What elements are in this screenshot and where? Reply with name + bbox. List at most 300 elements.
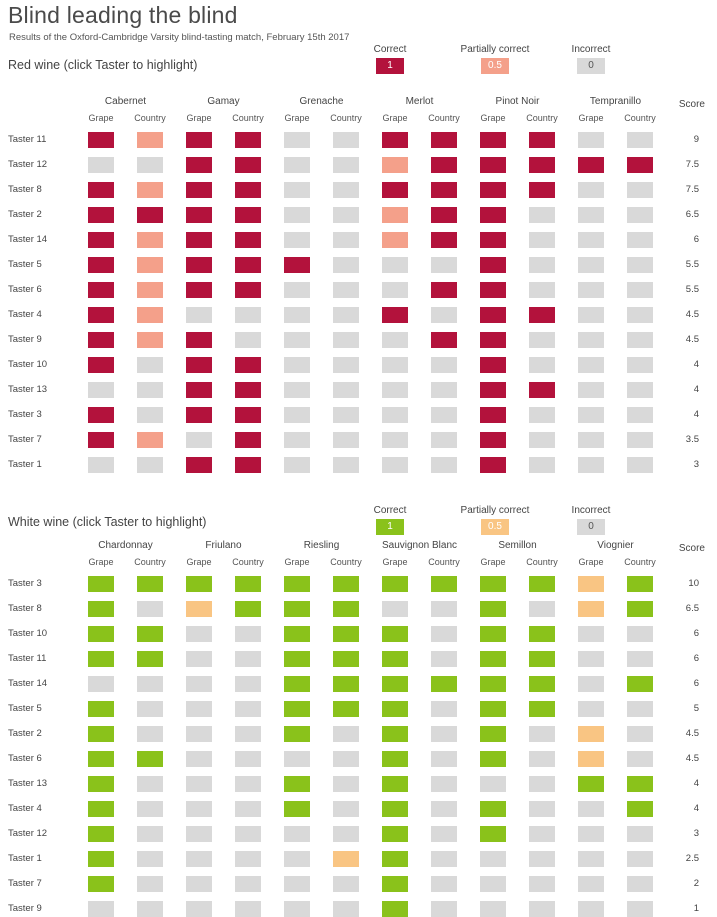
heatmap-cell[interactable] (529, 307, 555, 323)
heatmap-cell[interactable] (627, 701, 653, 717)
heatmap-cell[interactable] (235, 776, 261, 792)
heatmap-cell[interactable] (186, 726, 212, 742)
heatmap-cell[interactable] (627, 282, 653, 298)
heatmap-cell[interactable] (578, 307, 604, 323)
heatmap-cell[interactable] (431, 826, 457, 842)
heatmap-cell[interactable] (284, 726, 310, 742)
heatmap-cell[interactable] (186, 282, 212, 298)
heatmap-cell[interactable] (627, 232, 653, 248)
heatmap-cell[interactable] (186, 132, 212, 148)
heatmap-cell[interactable] (382, 801, 408, 817)
heatmap-cell[interactable] (186, 432, 212, 448)
heatmap-cell[interactable] (431, 407, 457, 423)
heatmap-cell[interactable] (627, 751, 653, 767)
heatmap-cell[interactable] (333, 776, 359, 792)
heatmap-cell[interactable] (284, 851, 310, 867)
heatmap-cell[interactable] (88, 332, 114, 348)
heatmap-cell[interactable] (284, 157, 310, 173)
heatmap-cell[interactable] (333, 901, 359, 917)
heatmap-cell[interactable] (186, 701, 212, 717)
heatmap-cell[interactable] (333, 157, 359, 173)
heatmap-cell[interactable] (137, 382, 163, 398)
heatmap-cell[interactable] (529, 576, 555, 592)
heatmap-cell[interactable] (480, 307, 506, 323)
heatmap-cell[interactable] (284, 651, 310, 667)
taster-label[interactable]: Taster 3 (8, 578, 42, 589)
heatmap-cell[interactable] (480, 357, 506, 373)
heatmap-cell[interactable] (235, 182, 261, 198)
heatmap-cell[interactable] (137, 826, 163, 842)
taster-label[interactable]: Taster 10 (8, 359, 48, 370)
heatmap-cell[interactable] (480, 232, 506, 248)
heatmap-cell[interactable] (578, 382, 604, 398)
heatmap-cell[interactable] (627, 901, 653, 917)
heatmap-cell[interactable] (333, 601, 359, 617)
heatmap-cell[interactable] (88, 826, 114, 842)
heatmap-cell[interactable] (480, 626, 506, 642)
heatmap-cell[interactable] (480, 726, 506, 742)
heatmap-cell[interactable] (88, 726, 114, 742)
heatmap-cell[interactable] (235, 382, 261, 398)
heatmap-cell[interactable] (529, 851, 555, 867)
heatmap-cell[interactable] (431, 357, 457, 373)
heatmap-cell[interactable] (627, 626, 653, 642)
heatmap-cell[interactable] (284, 257, 310, 273)
heatmap-cell[interactable] (627, 357, 653, 373)
heatmap-cell[interactable] (137, 457, 163, 473)
heatmap-cell[interactable] (480, 432, 506, 448)
heatmap-cell[interactable] (578, 776, 604, 792)
heatmap-cell[interactable] (186, 207, 212, 223)
taster-label[interactable]: Taster 9 (8, 903, 42, 914)
heatmap-cell[interactable] (627, 157, 653, 173)
heatmap-cell[interactable] (382, 676, 408, 692)
heatmap-cell[interactable] (480, 282, 506, 298)
heatmap-cell[interactable] (431, 382, 457, 398)
heatmap-cell[interactable] (529, 651, 555, 667)
heatmap-cell[interactable] (431, 282, 457, 298)
heatmap-cell[interactable] (186, 626, 212, 642)
heatmap-cell[interactable] (529, 357, 555, 373)
heatmap-cell[interactable] (529, 776, 555, 792)
heatmap-cell[interactable] (627, 407, 653, 423)
taster-label[interactable]: Taster 13 (8, 778, 48, 789)
heatmap-cell[interactable] (333, 457, 359, 473)
heatmap-cell[interactable] (137, 601, 163, 617)
heatmap-cell[interactable] (382, 382, 408, 398)
heatmap-cell[interactable] (578, 332, 604, 348)
heatmap-cell[interactable] (382, 651, 408, 667)
heatmap-cell[interactable] (284, 751, 310, 767)
heatmap-cell[interactable] (431, 182, 457, 198)
heatmap-cell[interactable] (235, 901, 261, 917)
heatmap-cell[interactable] (284, 332, 310, 348)
heatmap-cell[interactable] (88, 382, 114, 398)
heatmap-cell[interactable] (88, 701, 114, 717)
taster-label[interactable]: Taster 14 (8, 678, 48, 689)
heatmap-cell[interactable] (480, 601, 506, 617)
heatmap-cell[interactable] (137, 801, 163, 817)
heatmap-cell[interactable] (578, 701, 604, 717)
heatmap-cell[interactable] (382, 182, 408, 198)
heatmap-cell[interactable] (186, 601, 212, 617)
heatmap-cell[interactable] (382, 626, 408, 642)
taster-label[interactable]: Taster 13 (8, 384, 48, 395)
heatmap-cell[interactable] (137, 776, 163, 792)
taster-label[interactable]: Taster 1 (8, 459, 42, 470)
heatmap-cell[interactable] (88, 801, 114, 817)
heatmap-cell[interactable] (186, 407, 212, 423)
heatmap-cell[interactable] (578, 457, 604, 473)
heatmap-cell[interactable] (578, 751, 604, 767)
heatmap-cell[interactable] (284, 207, 310, 223)
heatmap-cell[interactable] (235, 157, 261, 173)
heatmap-cell[interactable] (578, 726, 604, 742)
heatmap-cell[interactable] (284, 826, 310, 842)
heatmap-cell[interactable] (627, 207, 653, 223)
heatmap-cell[interactable] (382, 207, 408, 223)
heatmap-cell[interactable] (235, 701, 261, 717)
heatmap-cell[interactable] (235, 257, 261, 273)
heatmap-cell[interactable] (431, 676, 457, 692)
heatmap-cell[interactable] (627, 676, 653, 692)
heatmap-cell[interactable] (284, 182, 310, 198)
heatmap-cell[interactable] (578, 257, 604, 273)
heatmap-cell[interactable] (137, 257, 163, 273)
heatmap-cell[interactable] (431, 332, 457, 348)
heatmap-cell[interactable] (627, 851, 653, 867)
heatmap-cell[interactable] (382, 457, 408, 473)
heatmap-cell[interactable] (186, 357, 212, 373)
heatmap-cell[interactable] (88, 901, 114, 917)
heatmap-cell[interactable] (431, 726, 457, 742)
heatmap-cell[interactable] (333, 801, 359, 817)
heatmap-cell[interactable] (480, 182, 506, 198)
heatmap-cell[interactable] (88, 651, 114, 667)
heatmap-cell[interactable] (235, 676, 261, 692)
heatmap-cell[interactable] (529, 901, 555, 917)
heatmap-cell[interactable] (627, 801, 653, 817)
heatmap-cell[interactable] (333, 726, 359, 742)
heatmap-cell[interactable] (480, 257, 506, 273)
heatmap-cell[interactable] (431, 157, 457, 173)
heatmap-cell[interactable] (333, 132, 359, 148)
heatmap-cell[interactable] (186, 157, 212, 173)
heatmap-cell[interactable] (382, 826, 408, 842)
heatmap-cell[interactable] (529, 382, 555, 398)
heatmap-cell[interactable] (382, 576, 408, 592)
heatmap-cell[interactable] (284, 407, 310, 423)
taster-label[interactable]: Taster 8 (8, 184, 42, 195)
heatmap-cell[interactable] (480, 132, 506, 148)
heatmap-cell[interactable] (284, 801, 310, 817)
heatmap-cell[interactable] (88, 751, 114, 767)
heatmap-cell[interactable] (480, 382, 506, 398)
heatmap-cell[interactable] (333, 207, 359, 223)
heatmap-cell[interactable] (431, 651, 457, 667)
heatmap-cell[interactable] (578, 851, 604, 867)
taster-label[interactable]: Taster 7 (8, 878, 42, 889)
heatmap-cell[interactable] (284, 901, 310, 917)
heatmap-cell[interactable] (333, 182, 359, 198)
heatmap-cell[interactable] (529, 257, 555, 273)
heatmap-cell[interactable] (382, 901, 408, 917)
heatmap-cell[interactable] (333, 701, 359, 717)
heatmap-cell[interactable] (578, 407, 604, 423)
heatmap-cell[interactable] (235, 751, 261, 767)
taster-label[interactable]: Taster 4 (8, 309, 42, 320)
heatmap-cell[interactable] (578, 432, 604, 448)
heatmap-cell[interactable] (235, 432, 261, 448)
taster-label[interactable]: Taster 10 (8, 628, 48, 639)
heatmap-cell[interactable] (333, 382, 359, 398)
heatmap-cell[interactable] (333, 851, 359, 867)
heatmap-cell[interactable] (382, 257, 408, 273)
heatmap-cell[interactable] (235, 826, 261, 842)
heatmap-cell[interactable] (480, 826, 506, 842)
heatmap-cell[interactable] (186, 651, 212, 667)
heatmap-cell[interactable] (431, 626, 457, 642)
heatmap-cell[interactable] (186, 382, 212, 398)
heatmap-cell[interactable] (235, 132, 261, 148)
heatmap-cell[interactable] (88, 282, 114, 298)
heatmap-cell[interactable] (186, 457, 212, 473)
heatmap-cell[interactable] (284, 357, 310, 373)
heatmap-cell[interactable] (431, 801, 457, 817)
heatmap-cell[interactable] (529, 626, 555, 642)
heatmap-cell[interactable] (88, 207, 114, 223)
heatmap-cell[interactable] (529, 601, 555, 617)
heatmap-cell[interactable] (382, 776, 408, 792)
heatmap-cell[interactable] (382, 232, 408, 248)
heatmap-cell[interactable] (627, 726, 653, 742)
heatmap-cell[interactable] (578, 601, 604, 617)
heatmap-cell[interactable] (480, 901, 506, 917)
heatmap-cell[interactable] (431, 851, 457, 867)
heatmap-cell[interactable] (382, 751, 408, 767)
heatmap-cell[interactable] (627, 457, 653, 473)
heatmap-cell[interactable] (480, 776, 506, 792)
heatmap-cell[interactable] (284, 457, 310, 473)
heatmap-cell[interactable] (235, 651, 261, 667)
taster-label[interactable]: Taster 1 (8, 853, 42, 864)
heatmap-cell[interactable] (529, 332, 555, 348)
heatmap-cell[interactable] (137, 307, 163, 323)
taster-label[interactable]: Taster 11 (8, 653, 47, 664)
heatmap-cell[interactable] (137, 332, 163, 348)
heatmap-cell[interactable] (333, 257, 359, 273)
heatmap-cell[interactable] (235, 457, 261, 473)
heatmap-cell[interactable] (235, 626, 261, 642)
heatmap-cell[interactable] (529, 132, 555, 148)
heatmap-cell[interactable] (578, 901, 604, 917)
heatmap-cell[interactable] (137, 651, 163, 667)
heatmap-cell[interactable] (137, 851, 163, 867)
heatmap-cell[interactable] (186, 232, 212, 248)
taster-label[interactable]: Taster 2 (8, 209, 42, 220)
heatmap-cell[interactable] (431, 751, 457, 767)
heatmap-cell[interactable] (88, 576, 114, 592)
heatmap-cell[interactable] (578, 626, 604, 642)
heatmap-cell[interactable] (284, 601, 310, 617)
heatmap-cell[interactable] (137, 132, 163, 148)
heatmap-cell[interactable] (431, 207, 457, 223)
heatmap-cell[interactable] (333, 232, 359, 248)
heatmap-cell[interactable] (88, 676, 114, 692)
taster-label[interactable]: Taster 3 (8, 409, 42, 420)
heatmap-cell[interactable] (382, 282, 408, 298)
heatmap-cell[interactable] (333, 651, 359, 667)
heatmap-cell[interactable] (480, 701, 506, 717)
heatmap-cell[interactable] (382, 726, 408, 742)
heatmap-cell[interactable] (529, 801, 555, 817)
heatmap-cell[interactable] (431, 132, 457, 148)
heatmap-cell[interactable] (529, 232, 555, 248)
heatmap-cell[interactable] (333, 626, 359, 642)
heatmap-cell[interactable] (578, 132, 604, 148)
heatmap-cell[interactable] (235, 332, 261, 348)
heatmap-cell[interactable] (578, 651, 604, 667)
heatmap-cell[interactable] (284, 132, 310, 148)
heatmap-cell[interactable] (137, 576, 163, 592)
heatmap-cell[interactable] (529, 676, 555, 692)
heatmap-cell[interactable] (431, 457, 457, 473)
heatmap-cell[interactable] (431, 776, 457, 792)
heatmap-cell[interactable] (137, 676, 163, 692)
taster-label[interactable]: Taster 2 (8, 728, 42, 739)
taster-label[interactable]: Taster 6 (8, 753, 42, 764)
heatmap-cell[interactable] (578, 801, 604, 817)
heatmap-cell[interactable] (529, 407, 555, 423)
heatmap-cell[interactable] (627, 576, 653, 592)
heatmap-cell[interactable] (88, 157, 114, 173)
heatmap-cell[interactable] (578, 357, 604, 373)
heatmap-cell[interactable] (137, 357, 163, 373)
heatmap-cell[interactable] (627, 257, 653, 273)
heatmap-cell[interactable] (480, 676, 506, 692)
taster-label[interactable]: Taster 4 (8, 803, 42, 814)
heatmap-cell[interactable] (480, 407, 506, 423)
heatmap-cell[interactable] (235, 232, 261, 248)
heatmap-cell[interactable] (480, 157, 506, 173)
heatmap-cell[interactable] (284, 232, 310, 248)
heatmap-cell[interactable] (186, 576, 212, 592)
heatmap-cell[interactable] (529, 157, 555, 173)
heatmap-cell[interactable] (382, 851, 408, 867)
heatmap-cell[interactable] (284, 307, 310, 323)
heatmap-cell[interactable] (137, 157, 163, 173)
heatmap-cell[interactable] (333, 357, 359, 373)
heatmap-cell[interactable] (480, 207, 506, 223)
heatmap-cell[interactable] (529, 701, 555, 717)
heatmap-cell[interactable] (431, 232, 457, 248)
heatmap-cell[interactable] (186, 182, 212, 198)
heatmap-cell[interactable] (284, 701, 310, 717)
heatmap-cell[interactable] (431, 901, 457, 917)
heatmap-cell[interactable] (382, 407, 408, 423)
taster-label[interactable]: Taster 5 (8, 259, 42, 270)
heatmap-cell[interactable] (186, 776, 212, 792)
heatmap-cell[interactable] (431, 576, 457, 592)
heatmap-cell[interactable] (88, 601, 114, 617)
heatmap-cell[interactable] (235, 357, 261, 373)
heatmap-cell[interactable] (88, 132, 114, 148)
heatmap-cell[interactable] (431, 701, 457, 717)
heatmap-cell[interactable] (88, 851, 114, 867)
heatmap-cell[interactable] (578, 826, 604, 842)
heatmap-cell[interactable] (578, 232, 604, 248)
heatmap-cell[interactable] (382, 701, 408, 717)
heatmap-cell[interactable] (137, 726, 163, 742)
heatmap-cell[interactable] (480, 801, 506, 817)
heatmap-cell[interactable] (627, 826, 653, 842)
taster-label[interactable]: Taster 12 (8, 159, 48, 170)
heatmap-cell[interactable] (333, 676, 359, 692)
taster-label[interactable]: Taster 7 (8, 434, 42, 445)
heatmap-cell[interactable] (529, 282, 555, 298)
taster-label[interactable]: Taster 11 (8, 134, 47, 145)
heatmap-cell[interactable] (333, 576, 359, 592)
heatmap-cell[interactable] (235, 726, 261, 742)
taster-label[interactable]: Taster 5 (8, 703, 42, 714)
heatmap-cell[interactable] (627, 382, 653, 398)
heatmap-cell[interactable] (333, 826, 359, 842)
heatmap-cell[interactable] (235, 576, 261, 592)
heatmap-cell[interactable] (137, 432, 163, 448)
heatmap-cell[interactable] (333, 307, 359, 323)
heatmap-cell[interactable] (235, 851, 261, 867)
heatmap-cell[interactable] (186, 332, 212, 348)
taster-label[interactable]: Taster 8 (8, 603, 42, 614)
heatmap-cell[interactable] (333, 751, 359, 767)
taster-label[interactable]: Taster 14 (8, 234, 48, 245)
heatmap-cell[interactable] (88, 307, 114, 323)
heatmap-cell[interactable] (529, 457, 555, 473)
heatmap-cell[interactable] (627, 651, 653, 667)
heatmap-cell[interactable] (137, 751, 163, 767)
heatmap-cell[interactable] (88, 357, 114, 373)
heatmap-cell[interactable] (480, 751, 506, 767)
heatmap-cell[interactable] (578, 676, 604, 692)
heatmap-cell[interactable] (284, 382, 310, 398)
heatmap-cell[interactable] (382, 357, 408, 373)
heatmap-cell[interactable] (235, 601, 261, 617)
heatmap-cell[interactable] (284, 282, 310, 298)
heatmap-cell[interactable] (284, 776, 310, 792)
heatmap-cell[interactable] (382, 601, 408, 617)
heatmap-cell[interactable] (480, 332, 506, 348)
heatmap-cell[interactable] (235, 282, 261, 298)
heatmap-cell[interactable] (186, 851, 212, 867)
heatmap-cell[interactable] (137, 182, 163, 198)
heatmap-cell[interactable] (529, 207, 555, 223)
heatmap-cell[interactable] (88, 776, 114, 792)
heatmap-cell[interactable] (235, 307, 261, 323)
heatmap-cell[interactable] (88, 232, 114, 248)
heatmap-cell[interactable] (480, 576, 506, 592)
heatmap-cell[interactable] (186, 826, 212, 842)
heatmap-cell[interactable] (480, 851, 506, 867)
heatmap-cell[interactable] (235, 801, 261, 817)
heatmap-cell[interactable] (284, 432, 310, 448)
heatmap-cell[interactable] (235, 407, 261, 423)
heatmap-cell[interactable] (578, 182, 604, 198)
heatmap-cell[interactable] (627, 432, 653, 448)
heatmap-cell[interactable] (627, 132, 653, 148)
heatmap-cell[interactable] (578, 576, 604, 592)
heatmap-cell[interactable] (480, 651, 506, 667)
heatmap-cell[interactable] (627, 307, 653, 323)
